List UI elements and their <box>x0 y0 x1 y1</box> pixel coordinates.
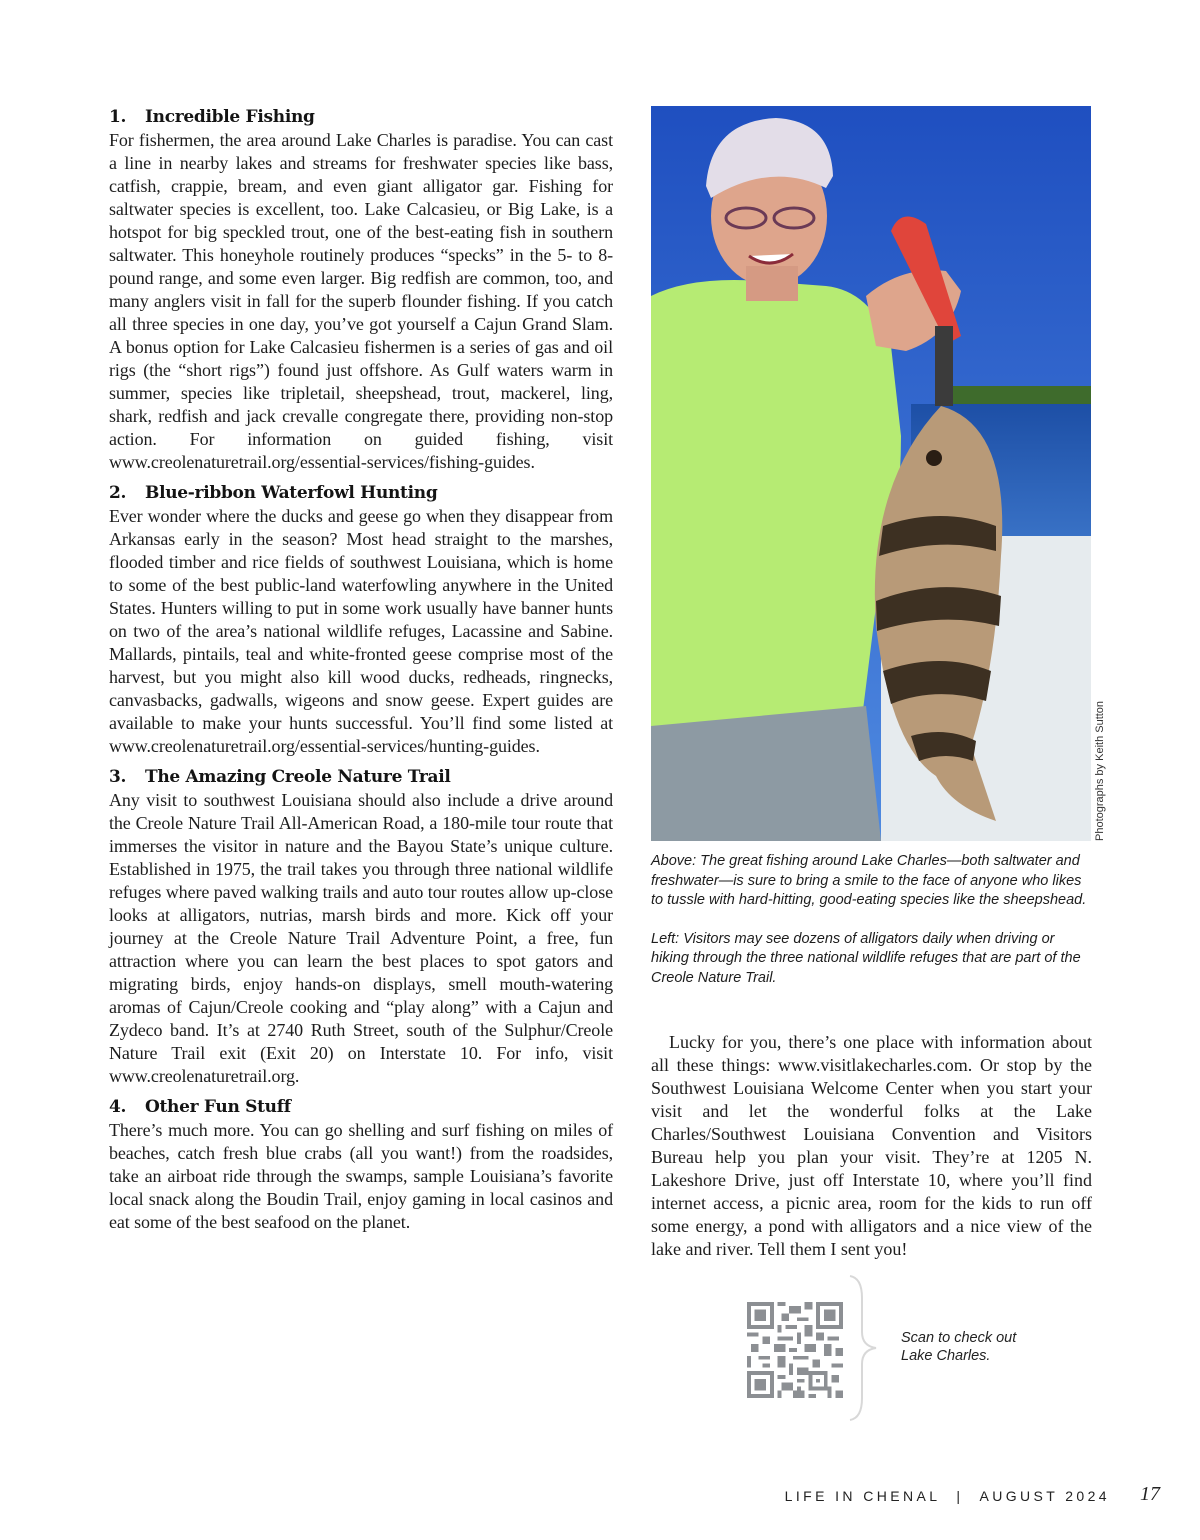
issue-date: AUGUST 2024 <box>979 1488 1110 1504</box>
fishing-photo <box>651 106 1091 841</box>
section-body: There’s much more. You can go shelling and surf fishing on miles of beaches, catch fresh blue crabs (all you want!) from the roadsides, take an airboat ride through the swamps, sample Louisiana’s favorite local snack along the Boudin Trail, enjoy gaming in local casinos and eat some of the best seafood on the planet. <box>109 1120 613 1232</box>
page-footer <box>785 1488 1110 1504</box>
section-heading <box>109 766 613 789</box>
publication-name: LIFE IN CHENAL <box>784 1488 941 1504</box>
section-heading <box>109 482 613 505</box>
qr-caption-line2: Lake Charles. <box>901 1348 991 1364</box>
section-heading <box>109 1096 613 1119</box>
section-number: 4. <box>109 1097 127 1117</box>
caption-above: Above: The great fishing around Lake Charles—both saltwater and freshwater—is sure to bring a smile to the face of anyone who likes to tussle with hard-hitting, good-eating species like the sheepshead. <box>651 853 1087 908</box>
photo-credit: Photographs by Keith Sutton <box>1094 700 1106 841</box>
section-body: For fishermen, the area around Lake Charles is paradise. You can cast a line in nearby lakes and streams for freshwater species like bass, catfish, crappie, bream, and even giant alligator gar. Fishing for saltwater species is excellent, too. Lake Calcasieu, or Big Lake, is a hotspot for big speckled trout, one of the best-eating fish in southern saltwater. This honeyhole routinely produces “specks” in the 5- to 8-pound range, and some even larger. Big redfish are common, too, and many anglers visit in fall for the superb flounder fishing. If you catch all three species in one day, you’ve got yourself a Cajun Grand Slam. A bonus option for Lake Calcasieu fishermen is a series of gas and oil rigs (the “short rigs”) found just offshore. As Gulf waters warm in summer, species like tripletail, sheepshead, trout, mackerel, ling, shark, redfish and jack crevalle congregate there, providing non-stop action. For information on guided fishing, visit www.creolenaturetrail.org/essential-services/fishing-guides. <box>109 130 613 472</box>
section-number: 2. <box>109 483 127 503</box>
footer-separator: | <box>956 1488 964 1504</box>
page-number: 17 <box>1140 1483 1160 1505</box>
section-fishing <box>109 106 613 474</box>
section-body: Ever wonder where the ducks and geese go when they disappear from Arkansas early in the season? Most head straight to the marshes, flooded timber and rice fields of southwest Louisiana, which is home to some of the best public-land waterfowling anywhere in the United States. Hunters willing to put in some work usually have banner hunts on two of the area’s national wildlife refuges, Lacassine and Sabine. Mallards, pintails, teal and white-fronted geese comprise most of the harvest, but you might also kill wood ducks, redheads, ringnecks, canvasbacks, gadwalls, wigeons and snow geese. Expert guides are available to make your hunts successful. You’ll find some listed at www.creolenaturetrail.org/essential-services/hunting-guides. <box>109 506 613 756</box>
section-title: Blue-ribbon Waterfowl Hunting <box>145 483 438 503</box>
qr-code-icon[interactable] <box>747 1302 843 1398</box>
section-heading <box>109 106 613 129</box>
closing-paragraph: Lucky for you, there’s one place with information about all these things: www.visitlakecharles.com. Or stop by the Southwest Louisiana Welcome Center when you start your visit and let the wonderful folks at the Lake Charles/Southwest Louisiana Convention and Visitors Bureau help you plan your visit. They’re at 1205 N. Lakeshore Drive, just off Interstate 10, where you’ll find internet access, a picnic area, room for the kids to run off some energy, a pond with alligators and a nice view of the lake and river. Tell them I sent you! <box>651 1032 1092 1259</box>
section-title: The Amazing Creole Nature Trail <box>145 767 451 787</box>
section-number: 3. <box>109 767 127 787</box>
section-body: Any visit to southwest Louisiana should also include a drive around the Creole Nature Trail All-American Road, a 180-mile tour route that immerses the visitor in nature and the Bayou State’s unique culture. Established in 1975, the trail takes you through three national wildlife refuges where paved walking trails and auto tour routes allow up-close looks at alligators, nutrias, marsh birds and more. Kick off your journey at the Creole Nature Trail Adventure Point, a free, fun attraction where you can learn the best places to spot gators and migrating birds, enjoy hands-on displays, smell mouth-watering aromas of Cajun/Creole cooking and “play along” with a Cajun and Zydeco band. It’s at 2740 Ruth Street, south of the Sulphur/Creole Nature Trail exit (Exit 20) on Interstate 10. For info, visit www.creolenaturetrail.org. <box>109 790 613 1086</box>
section-nature-trail <box>109 766 613 1088</box>
brace-icon <box>846 1274 880 1422</box>
section-waterfowl <box>109 482 613 758</box>
section-title: Other Fun Stuff <box>145 1097 291 1117</box>
section-title: Incredible Fishing <box>145 107 315 127</box>
photo-captions <box>651 852 1092 988</box>
qr-caption-line1: Scan to check out <box>901 1330 1017 1346</box>
qr-caption <box>901 1329 1016 1365</box>
caption-left: Left: Visitors may see dozens of alligators daily when driving or hiking through the three national wildlife refuges that are part of the Creole Nature Trail. <box>651 930 1081 986</box>
article-left-column <box>109 106 613 1242</box>
section-other-fun <box>109 1096 613 1234</box>
section-number: 1. <box>109 107 127 127</box>
